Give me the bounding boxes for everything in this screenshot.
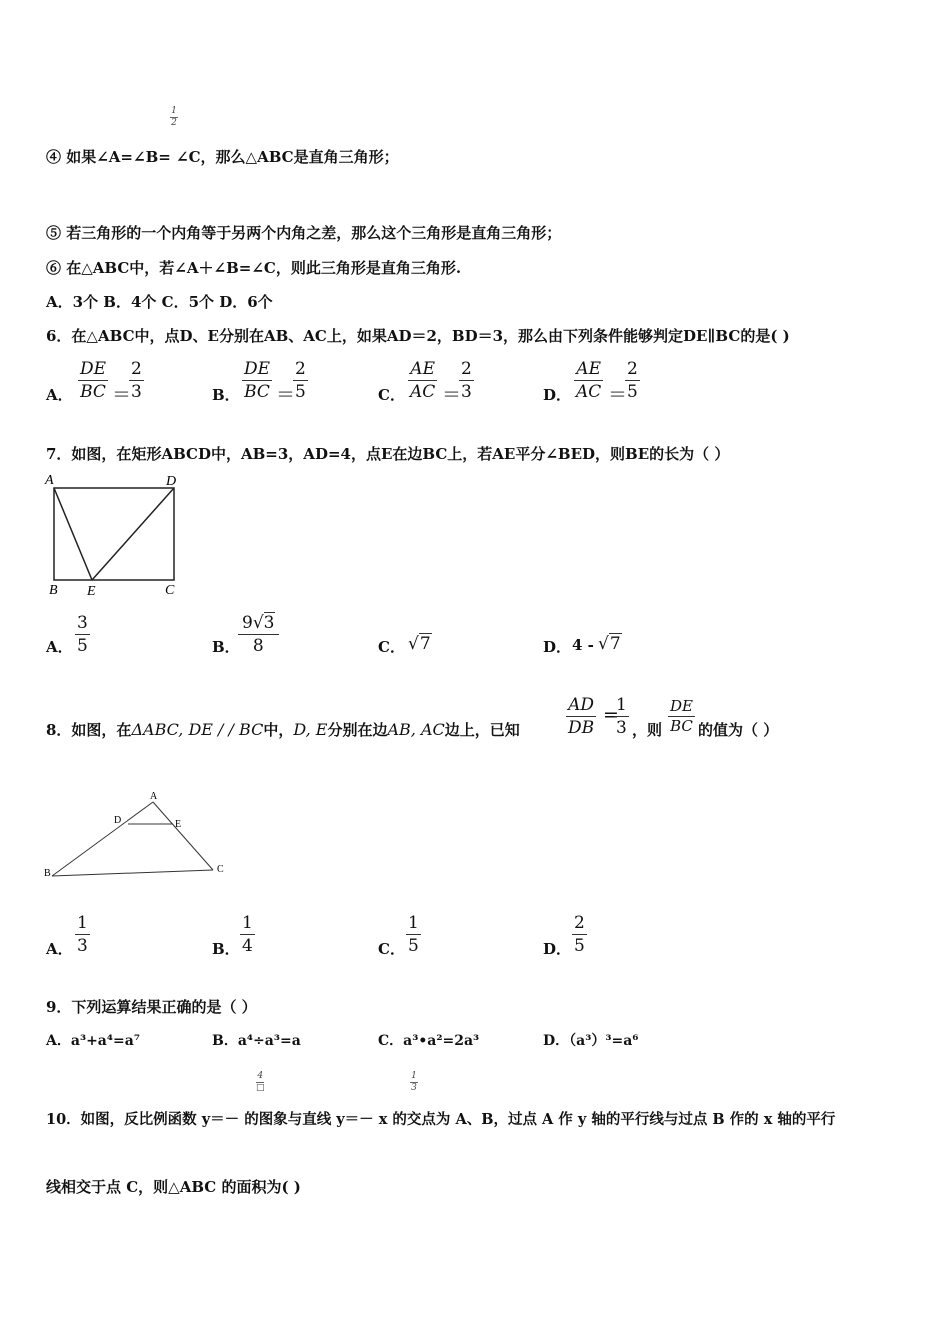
half-fraction: 1 2 bbox=[171, 106, 177, 128]
q8-ask-fraction: $\frac{DE}{BC}$ bbox=[670, 697, 693, 735]
q7-label-e: E bbox=[87, 584, 96, 599]
q8-label-c: C bbox=[217, 864, 224, 875]
q4-item-5: ⑤ 若三角形的一个内角等于另两个内角之差，那么这个三角形是直角三角形； bbox=[46, 224, 562, 242]
q8-label-b: B bbox=[44, 868, 51, 879]
q10-stem-line-1: 10．如图，反比例函数 y＝－ 的图象与直线 y＝－ x 的交点为 A、B，过点 A 作 y 轴的平行线与过点 B 作的 x 轴的平行 bbox=[46, 1111, 836, 1128]
q4-item-6: ⑥ 在△ABC中，若∠A＋∠B=∠C，则此三角形是直角三角形. bbox=[46, 259, 462, 277]
q4-options: A．3个 B．4个 C．5个 D．6个 bbox=[46, 293, 273, 311]
q7-stem: 7．如图，在矩形ABCD中，AB=3，AD=4，点E在边BC上，若AE平分∠BED，则BE的长为（ ） bbox=[46, 445, 730, 463]
q7-label-c: C bbox=[165, 583, 175, 598]
q6-stem: 6．在△ABC中，点D、E分别在AB、AC上，如果AD＝2，BD＝3，那么由下列条件能够判定DE∥BC的是( ) bbox=[46, 327, 790, 345]
q8-triangle-figure bbox=[40, 788, 240, 888]
q7-rectangle-figure bbox=[40, 470, 190, 600]
q6-c-rhs: $\frac{2}{3}$ bbox=[461, 359, 472, 402]
q6-d-lhs: $\frac{AE}{AC}$ bbox=[576, 359, 602, 402]
q7-c-sqrt: √7 bbox=[408, 634, 431, 654]
q8-given-rhs: $\frac{1}{3}$ bbox=[616, 695, 627, 738]
q6-d-rhs: $\frac{2}{5}$ bbox=[627, 359, 638, 402]
q4-item-4: ④ 如果∠A=∠B= ∠C，那么△ABC是直角三角形； bbox=[46, 148, 399, 166]
q8-b-fraction: $\frac{1}{4}$ bbox=[242, 913, 253, 956]
q8-label-e: E bbox=[175, 819, 182, 830]
q7-label-a: A bbox=[45, 473, 54, 488]
q6-a-lhs: $\frac{DE}{BC}$ bbox=[80, 359, 107, 402]
q8-c-fraction: $\frac{1}{5}$ bbox=[408, 913, 419, 956]
q8-stem: 8．如图，在ΔABC, DE / / BC中，D, E分别在边AB, AC边上，已知 bbox=[46, 720, 520, 739]
q8-a-fraction: $\frac{1}{3}$ bbox=[77, 913, 88, 956]
q6-a-rhs: $\frac{2}{3}$ bbox=[131, 359, 142, 402]
q7-label-d: D bbox=[166, 474, 177, 489]
q9-option-b[interactable]: B．a⁴÷a³=a bbox=[212, 1033, 301, 1049]
q6-b-rhs: $\frac{2}{5}$ bbox=[295, 359, 306, 402]
q8-given-lhs: $\frac{AD}{DB}$ bbox=[568, 695, 595, 738]
q6-b-lhs: $\frac{DE}{BC}$ bbox=[244, 359, 271, 402]
q10-stem-line-2: 线相交于点 C，则△ABC 的面积为( ) bbox=[46, 1178, 301, 1196]
q7-a-fraction: $\frac{3}{5}$ bbox=[77, 613, 88, 656]
q10-fraction-1: 4 □ bbox=[256, 1071, 265, 1093]
q8-label-d: D bbox=[114, 815, 122, 826]
q7-label-b: B bbox=[49, 583, 58, 598]
q9-option-d[interactable]: D．（a³）³=a⁶ bbox=[543, 1033, 639, 1049]
q9-option-a[interactable]: A．a³+a⁴=a⁷ bbox=[46, 1033, 140, 1049]
q7-b-fraction: $\frac{9√3}{8}$ bbox=[240, 612, 277, 657]
q8-label-a: A bbox=[150, 791, 158, 802]
q9-option-c[interactable]: C．a³•a²=2a³ bbox=[378, 1033, 480, 1049]
q10-fraction-2: 1 3 bbox=[411, 1071, 417, 1093]
q9-stem: 9．下列运算结果正确的是（ ） bbox=[46, 998, 257, 1016]
q6-c-lhs: $\frac{AE}{AC}$ bbox=[410, 359, 436, 402]
q7-d-sqrt: √7 bbox=[598, 634, 621, 654]
q8-d-fraction: $\frac{2}{5}$ bbox=[574, 913, 585, 956]
